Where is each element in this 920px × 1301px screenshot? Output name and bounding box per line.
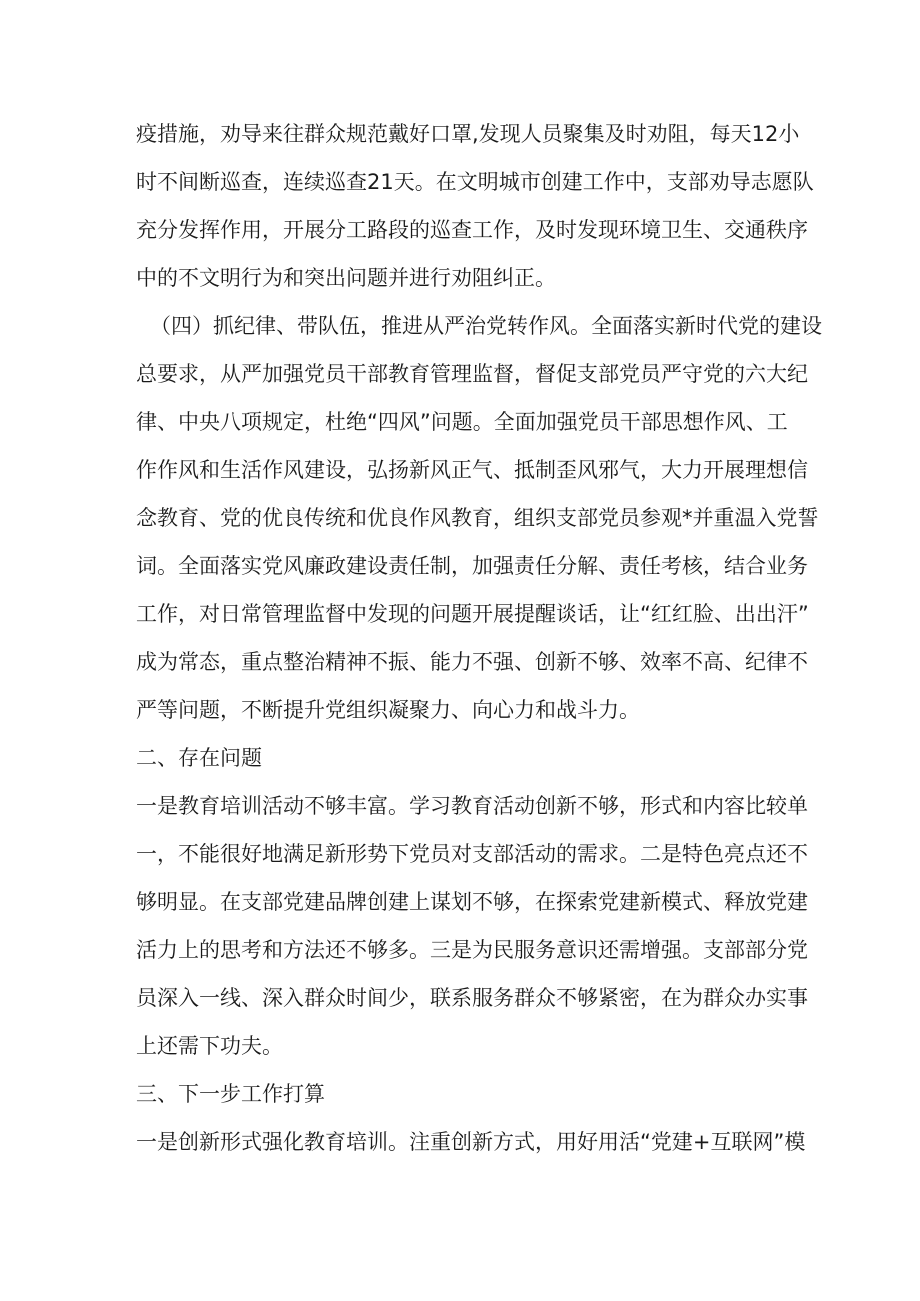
paragraph-line: 律、中央八项规定，杜绝“四风”问题。全面加强党员干部思想作风、工 — [136, 410, 788, 434]
paragraph-line: 中的不文明行为和突出问题并进行劝阻纠正。 — [136, 266, 556, 290]
section-heading: 二、存在问题 — [136, 746, 262, 770]
paragraph-line: 作作风和生活作风建设，弘扬新风正气、抵制歪风邪气，大力开展理想信 — [136, 458, 808, 482]
paragraph-line: 一是教育培训活动不够丰富。学习教育活动创新不够，形式和内容比较单 — [136, 794, 808, 818]
paragraph-line: 总要求，从严加强党员干部教育管理监督，督促支部党员严守党的六大纪 — [136, 362, 808, 386]
paragraph-line: 活力上的思考和方法还不够多。三是为民服务意识还需增强。支部部分党 — [136, 938, 808, 962]
paragraph-line: 一是创新形式强化教育培训。注重创新方式，用好用活“党建+互联网”模 — [136, 1130, 806, 1154]
paragraph-line: 工作，对日常管理监督中发现的问题开展提醒谈话，让“红红脸、出出汗” — [136, 602, 809, 626]
paragraph-line: 时不间断巡查，连续巡查21天。在文明城市创建工作中，支部劝导志愿队 — [136, 170, 814, 194]
paragraph-line: 员深入一线、深入群众时间少，联系服务群众不够紧密，在为群众办实事 — [136, 986, 808, 1010]
paragraph-line: 够明显。在支部党建品牌创建上谋划不够，在探索党建新模式、释放党建 — [136, 890, 808, 914]
paragraph-line: 词。全面落实党风廉政建设责任制，加强责任分解、责任考核，结合业务 — [136, 554, 808, 578]
paragraph-line: 严等问题，不断提升党组织凝聚力、向心力和战斗力。 — [136, 698, 640, 722]
paragraph-line: 充分发挥作用，开展分工路段的巡查工作，及时发现环境卫生、交通秩序 — [136, 218, 808, 242]
paragraph-line: 疫措施，劝导来往群众规范戴好口罩,发现人员聚集及时劝阻，每天12小 — [136, 122, 800, 146]
section-heading-line: （四）抓纪律、带队伍，推进从严治党转作风。全面落实新时代党的建设 — [150, 314, 822, 338]
paragraph-line: 成为常态，重点整治精神不振、能力不强、创新不够、效率不高、纪律不 — [136, 650, 808, 674]
paragraph-line: 上还需下功夫。 — [136, 1034, 283, 1058]
paragraph-line: 念教育、党的优良传统和优良作风教育，组织支部党员参观*并重温入党誓 — [136, 506, 819, 530]
paragraph-line: 一，不能很好地满足新形势下党员对支部活动的需求。二是特色亮点还不 — [136, 842, 808, 866]
section-heading: 三、下一步工作打算 — [136, 1082, 325, 1106]
